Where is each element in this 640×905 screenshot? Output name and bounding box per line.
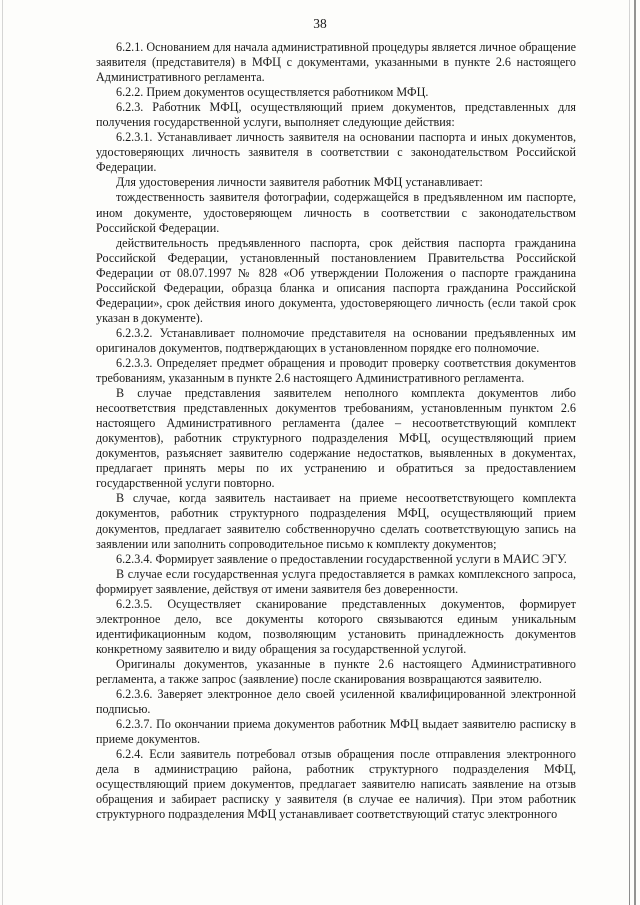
page-number: 38	[313, 16, 327, 31]
paragraph: Для удостоверения личности заявителя работник МФЦ устанавливает:	[116, 175, 483, 190]
paragraph: В случае если государственная услуга предоставляется в рамках комплексного запроса, формирует заявление, действуя от имени заявителя без доверенности.	[96, 566, 576, 596]
paragraph: 6.2.3.4. Формирует заявление о предоставлении государственной услуги в МАИС ЭГУ.	[116, 551, 567, 566]
scan-edge-right-shadow	[634, 0, 636, 905]
paragraph: 6.2.3. Работник МФЦ, осуществляющий прием документов, представленных для получения государственной услуги, выполняет следующие действия:	[96, 100, 576, 130]
paragraph: 6.2.3.3. Определяет предмет обращения и проводит проверку соответствия документов требованиям, указанным в пункте 2.6 настоящего Административного регламента.	[96, 355, 576, 386]
paragraph: 6.2.3.5. Осуществляет сканирование представленных документов, формирует электронное дело, все документы которого связываются единым уникальным идентификационным кодом, позволяющим установить принадлежность документов конкретному заявителю и виду обращения за государственной услугой.	[96, 596, 576, 656]
paragraph: Оригиналы документов, указанные в пункте 2.6 настоящего Административного регламента, а также запрос (заявление) после сканирования возвращаются заявителю.	[96, 656, 576, 686]
paragraph: В случае представления заявителем неполного комплекта документов либо несоответствия представленных документов требованиям, установленным пунктом 2.6 настоящего Административного регламента (далее – несоответствующий комплект документов), работник структурного подразделения МФЦ, осуществляющий прием документов, разъясняет заявителю содержание недостатков, выявленных в документах, предлагает принять меры по их устранению и обратиться за предоставлением государственной услуги повторно.	[96, 386, 576, 491]
paragraph: 6.2.3.6. Заверяет электронное дело своей усиленной квалифицированной электронной подписью.	[96, 687, 576, 717]
scan-edge-right	[629, 0, 630, 905]
paragraph: тождественность заявителя фотографии, содержащейся в предъявленном им паспорте, ином документе, удостоверяющем личность в соответствии с законодательством Российской Федерации.	[96, 190, 576, 235]
scan-edge-left	[2, 0, 3, 905]
paragraph: действительность предъявленного паспорта, срок действия паспорта гражданина Российской Федерации, установленный постановлением Правительства Российской Федерации от 08.07.1997 № 828 «Об утверждении Положения о паспорте гражданина Российской Федерации, образца бланка и описания паспорта гражданина Российской Федерации», срок действия иного документа, удостоверяющего личность (если такой срок указан в документе).	[96, 235, 576, 325]
paragraph: 6.2.3.1. Устанавливает личность заявителя на основании паспорта и иных документов, удостоверяющих личность заявителя в соответствии с законодательством Российской Федерации.	[96, 130, 576, 175]
paragraph: 6.2.3.7. По окончании приема документов работник МФЦ выдает заявителю расписку в приеме документов.	[96, 717, 576, 747]
paragraph: 6.2.2. Прием документов осуществляется работником МФЦ.	[116, 85, 429, 100]
paragraph: В случае, когда заявитель настаивает на приеме несоответствующего комплекта документов, работник структурного подразделения МФЦ, осуществляющий прием документов, предлагает заявителю собственноручно сделать соответствующую запись на заявлении или заполнить сопроводительное письмо к комплекту документов;	[96, 491, 576, 551]
paragraph: 6.2.3.2. Устанавливает полномочие представителя на основании предъявленных им оригиналов документов, подтверждающих в установленном порядке его полномочие.	[96, 325, 576, 355]
paragraph: 6.2.1. Основанием для начала административной процедуры является личное обращение заявителя (представителя) в МФЦ с документами, указанными в пункте 2.6 настоящего Административного регламента.	[96, 40, 576, 85]
paragraph: 6.2.4. Если заявитель потребовал отзыв обращения после отправления электронного дела в администрацию района, работник структурного подразделения МФЦ, осуществляющий прием документов, предлагает заявителю написать заявление на отзыв обращения и забирает расписку у заявителя (в случае ее наличия). При этом работник структурного подразделения МФЦ устанавливает соответствующий статус электронного	[96, 747, 576, 822]
body-text	[96, 40, 576, 822]
